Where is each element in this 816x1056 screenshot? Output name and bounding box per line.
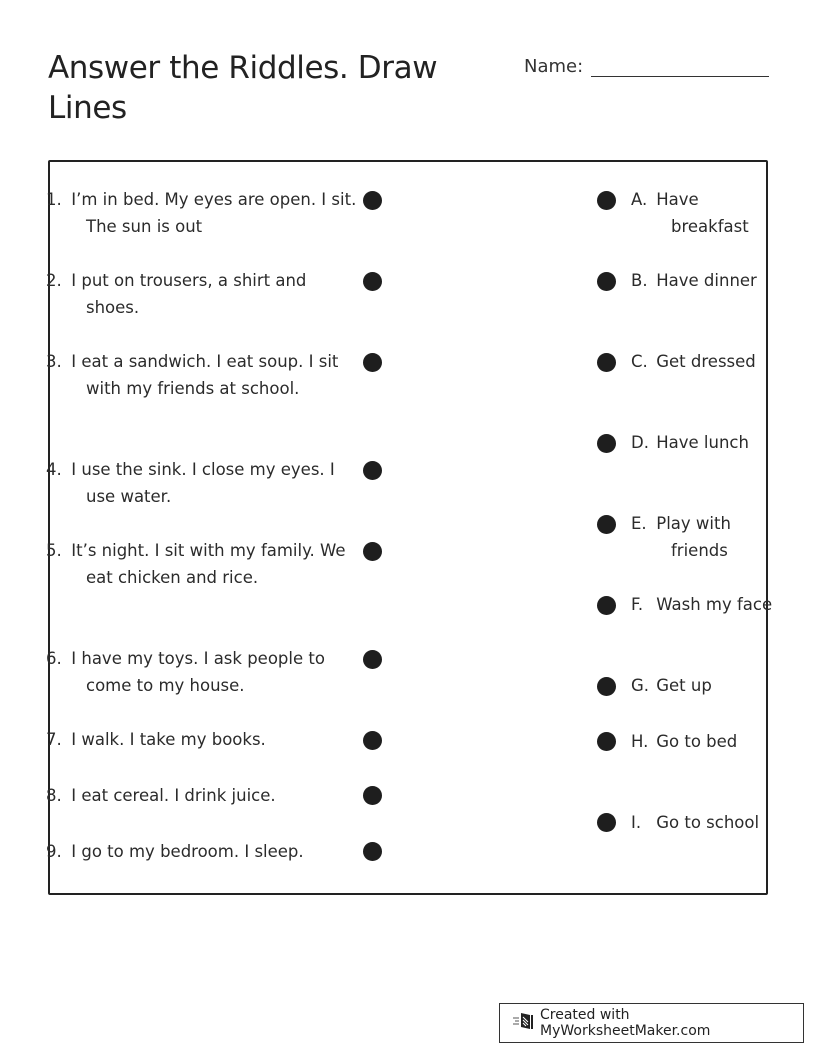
answer-text: Have breakfast [656,190,749,236]
question-dot-4[interactable] [363,461,382,480]
question-item: 1. I’m in bed. My eyes are open. I sit. The sun is out [46,190,357,236]
footer-credit[interactable] [499,1003,804,1043]
answer-dot-c[interactable] [597,353,616,372]
answer-item: H. Go to bed [631,732,738,751]
answer-dot-b[interactable] [597,272,616,291]
name-input-line[interactable] [591,52,769,77]
answer-text: Have lunch [656,433,749,452]
answer-dot-h[interactable] [597,732,616,751]
question-item: 2. I put on trousers, a shirt and shoes. [46,271,307,317]
answer-text: Play with friends [656,514,731,560]
answer-item: D. Have lunch [631,433,749,452]
answer-item: F. Wash my face [631,595,773,614]
answer-text: Wash my face [656,595,773,614]
question-item: 5. It’s night. I sit with my family. We eat chicken and rice. [46,541,346,587]
question-dot-1[interactable] [363,191,382,210]
question-text: I go to my bedroom. I sleep. [71,842,304,861]
question-text: I eat a sandwich. I eat soup. I sit with my friends at school. [71,352,339,398]
question-text: It’s night. I sit with my family. We eat chicken and rice. [71,541,346,587]
question-item: 3. I eat a sandwich. I eat soup. I sit with my friends at school. [46,352,339,398]
answer-text: Have dinner [656,271,757,290]
answer-text: Get up [656,676,712,695]
question-item: 6. I have my toys. I ask people to come to my house. [46,649,325,695]
question-dot-9[interactable] [363,842,382,861]
question-text: I’m in bed. My eyes are open. I sit. The sun is out [71,190,357,236]
question-text: I eat cereal. I drink juice. [71,786,276,805]
answer-text: Go to bed [656,732,738,751]
answer-dot-i[interactable] [597,813,616,832]
answer-dot-e[interactable] [597,515,616,534]
answer-dot-g[interactable] [597,677,616,696]
question-text: I use the sink. I close my eyes. I use water. [71,460,335,506]
question-item: 9. I go to my bedroom. I sleep. [46,842,304,861]
worksheet-logo-icon [512,1011,540,1035]
answer-text: Get dressed [656,352,756,371]
question-text: I walk. I take my books. [71,730,266,749]
name-label: Name: [524,56,584,77]
question-item: 8. I eat cereal. I drink juice. [46,786,276,805]
answer-item: A. Have breakfast [631,190,749,236]
answer-item: I. Go to school [631,813,760,832]
question-dot-8[interactable] [363,786,382,805]
page-title: Answer the Riddles. Draw Lines [48,50,438,126]
question-item: 4. I use the sink. I close my eyes. I use water. [46,460,335,506]
question-text: I have my toys. I ask people to come to my house. [71,649,325,695]
question-dot-5[interactable] [363,542,382,561]
name-field [524,52,769,77]
question-dot-2[interactable] [363,272,382,291]
footer-text: Created with MyWorksheetMaker.com [540,1007,711,1039]
answer-item: B. Have dinner [631,271,757,290]
answer-dot-f[interactable] [597,596,616,615]
question-dot-3[interactable] [363,353,382,372]
answer-text: Go to school [656,813,760,832]
question-text: I put on trousers, a shirt and shoes. [71,271,307,317]
answer-item: G. Get up [631,676,712,695]
answer-item: E. Play with friends [631,514,731,560]
answer-dot-a[interactable] [597,191,616,210]
question-item: 7. I walk. I take my books. [46,730,266,749]
question-dot-6[interactable] [363,650,382,669]
question-dot-7[interactable] [363,731,382,750]
answer-item: C. Get dressed [631,352,756,371]
answer-dot-d[interactable] [597,434,616,453]
